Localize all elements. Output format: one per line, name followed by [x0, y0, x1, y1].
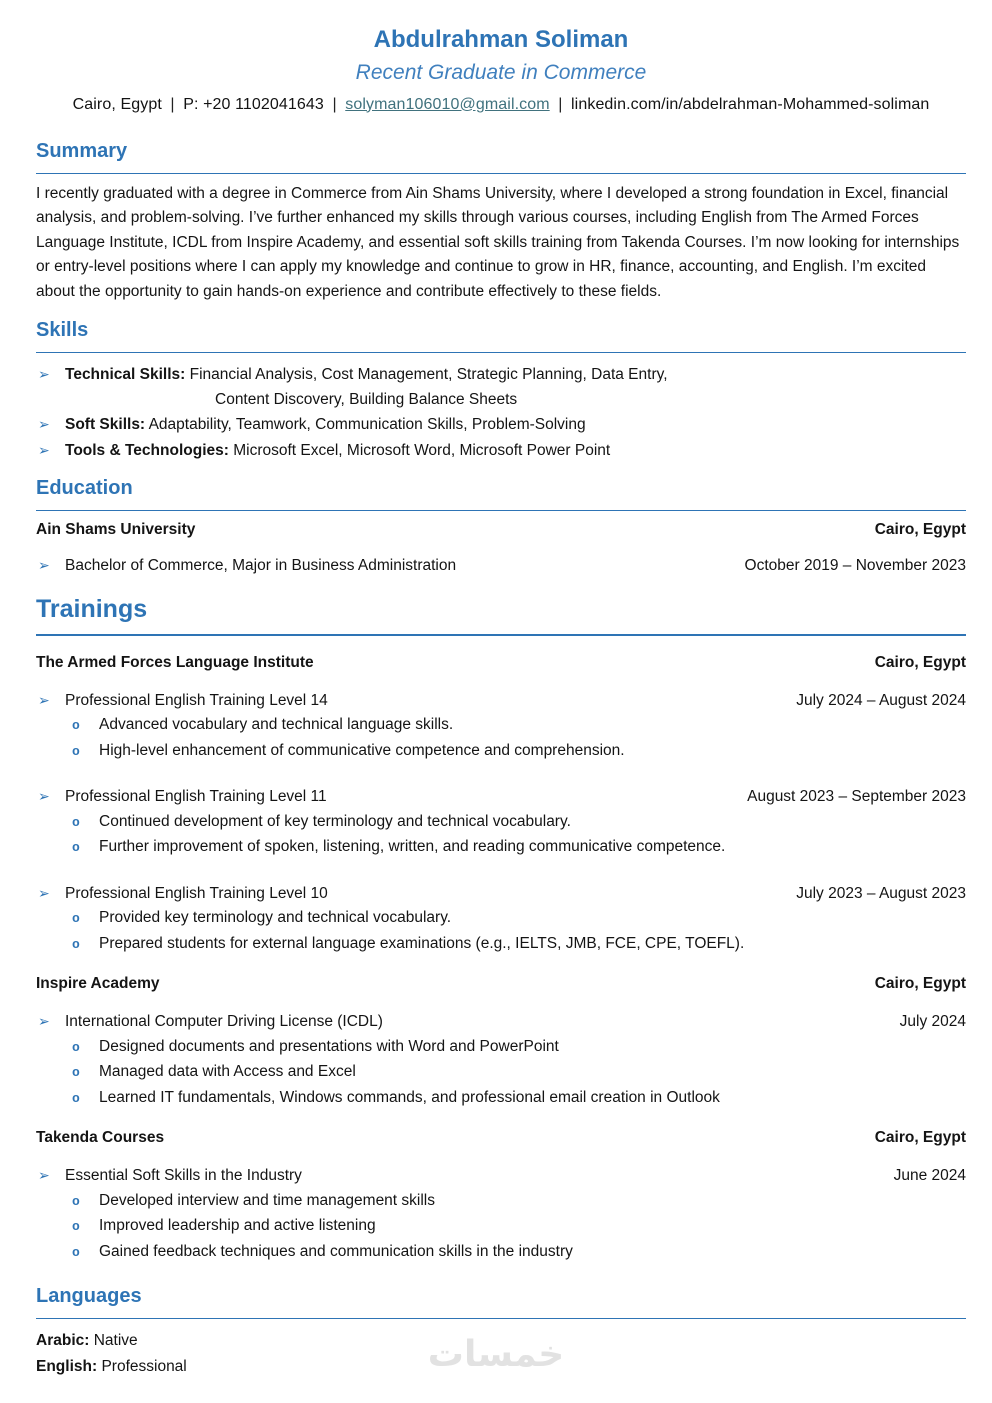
training-bullet [70, 1086, 966, 1112]
training-title-row [36, 1163, 966, 1189]
training-dates: July 2024 – August 2024 [796, 691, 966, 709]
training-title-content [65, 785, 966, 810]
training-dates: July 2023 – August 2023 [796, 884, 966, 902]
training-item [36, 688, 966, 765]
education-degree-row [36, 553, 966, 579]
training-title: Essential Soft Skills in the Industry [65, 1167, 302, 1185]
skill-label: Soft Skills: [65, 416, 146, 434]
arrow-bullet-icon: ➢ [38, 416, 50, 433]
org-name: The Armed Forces Language Institute [36, 653, 314, 671]
training-bullet-text: Advanced vocabulary and technical language skills. [99, 716, 454, 734]
arrow-bullet-icon: ➢ [38, 366, 50, 383]
circle-bullet-icon: o [72, 1065, 80, 1081]
training-bullet [70, 1214, 966, 1240]
circle-bullet-icon: o [72, 814, 80, 830]
skill-item-content [65, 413, 966, 438]
training-dates: July 2024 [899, 1013, 966, 1031]
circle-bullet-icon: o [72, 1244, 80, 1260]
language-label: Arabic: [36, 1332, 90, 1350]
training-title-content [65, 882, 966, 907]
training-bullet-text: Designed documents and presentations with Word and PowerPoint [99, 1037, 559, 1055]
training-title: International Computer Driving License (ICDL) [65, 1013, 383, 1031]
skill-item-tools [36, 438, 966, 464]
training-bullet-text: Continued development of key terminology and technical vocabulary. [99, 812, 571, 830]
separator: | [332, 95, 337, 113]
circle-bullet-icon: o [72, 840, 80, 856]
khamsat-watermark: خمسات [427, 1334, 565, 1375]
training-title: Professional English Training Level 11 [65, 788, 327, 806]
training-title: Professional English Training Level 14 [65, 691, 328, 709]
contact-linkedin: linkedin.com/in/abdelrahman-Mohammed-soliman [571, 95, 930, 113]
degree-content [65, 554, 966, 579]
arrow-bullet-icon: ➢ [38, 691, 50, 708]
contact-location: Cairo, Egypt [72, 95, 162, 113]
training-bullet [70, 906, 966, 932]
training-bullet [70, 1035, 966, 1061]
training-title-row [36, 688, 966, 714]
training-bullet [70, 835, 966, 861]
org-location: Cairo, Egypt [874, 1129, 966, 1147]
training-bullet-text: Gained feedback techniques and communication skills in the industry [99, 1242, 573, 1260]
separator: | [170, 95, 175, 113]
school-name: Ain Shams University [36, 521, 196, 539]
circle-bullet-icon: o [72, 936, 80, 952]
arrow-bullet-icon: ➢ [38, 884, 50, 901]
training-bullet [70, 739, 966, 765]
education-school-row [36, 521, 966, 539]
training-item [36, 1009, 966, 1111]
training-bullet [70, 1189, 966, 1215]
training-title-content [65, 1010, 966, 1035]
skill-text-line2: Content Discovery, Building Balance Sheets [215, 390, 518, 408]
training-bullet [70, 810, 966, 836]
separator: | [558, 95, 563, 113]
contact-phone: P: +20 1102041643 [183, 95, 324, 113]
language-label: English: [36, 1358, 98, 1376]
training-dates: June 2024 [893, 1167, 966, 1185]
summary-heading: Summary [36, 140, 966, 174]
training-title-row [36, 1009, 966, 1035]
training-bullet [70, 932, 966, 958]
training-bullet-text: Provided key terminology and technical vocabulary. [99, 909, 452, 927]
resume-header [36, 26, 966, 114]
skills-list [36, 362, 966, 463]
trainings-heading: Trainings [36, 595, 966, 636]
org-name: Inspire Academy [36, 975, 160, 993]
contact-line [36, 96, 966, 114]
training-bullet-text: Improved leadership and active listening [99, 1217, 376, 1235]
email-link[interactable]: solyman106010@gmail.com [345, 95, 550, 113]
arrow-bullet-icon: ➢ [38, 557, 50, 574]
language-value: Professional [101, 1358, 187, 1376]
skill-item-technical [36, 362, 966, 412]
arrow-bullet-icon: ➢ [38, 441, 50, 458]
training-title-row [36, 784, 966, 810]
training-bullet [70, 1240, 966, 1266]
arrow-bullet-icon: ➢ [38, 788, 50, 805]
circle-bullet-icon: o [72, 1039, 80, 1055]
skill-label: Technical Skills: [65, 366, 186, 384]
school-location: Cairo, Egypt [874, 521, 966, 539]
org-name: Takenda Courses [36, 1129, 165, 1147]
degree-title: Bachelor of Commerce, Major in Business Administration [65, 557, 457, 575]
languages-heading: Languages [36, 1285, 966, 1319]
training-title-row [36, 881, 966, 907]
skill-label: Tools & Technologies: [65, 441, 229, 459]
skills-heading: Skills [36, 319, 966, 353]
skill-text: Adaptability, Teamwork, Communication Skills, Problem-Solving [148, 416, 586, 434]
training-bullet-text: High-level enhancement of communicative competence and comprehension. [99, 741, 625, 759]
training-title-content [65, 689, 966, 714]
circle-bullet-icon: o [72, 1090, 80, 1106]
skill-item-soft [36, 412, 966, 438]
circle-bullet-icon: o [72, 718, 80, 734]
skill-text: Microsoft Excel, Microsoft Word, Microsoft Power Point [233, 441, 611, 459]
training-title-content [65, 1164, 966, 1189]
training-bullet [70, 1060, 966, 1086]
training-org-row [36, 975, 966, 993]
training-dates: August 2023 – September 2023 [747, 788, 966, 806]
circle-bullet-icon: o [72, 743, 80, 759]
language-value: Native [93, 1332, 138, 1350]
training-bullet-text: Prepared students for external language examinations (e.g., IELTS, JMB, FCE, CPE, TOEFL). [99, 934, 745, 952]
education-heading: Education [36, 477, 966, 511]
summary-text: I recently graduated with a degree in Commerce from Ain Shams University, where I developed a strong foundation in Excel, financial analysis, and problem-solving. I’ve further enhanced my skills through various courses, including English from The Armed Forces Language Institute, ICDL from Inspire Academy, and essential soft skills training from Takenda Courses. I’m now looking for internships or entry-level positions where I can apply my knowledge and continue to grow in HR, finance, accounting, and English. I’m excited about the opportunity to gain hands-on experience and contribute effectively to these fields. [36, 184, 960, 300]
org-location: Cairo, Egypt [874, 653, 966, 671]
training-bullet-text: Managed data with Access and Excel [99, 1063, 356, 1081]
training-item [36, 1163, 966, 1265]
training-bullet [70, 713, 966, 739]
arrow-bullet-icon: ➢ [38, 1013, 50, 1030]
candidate-name: Abdulrahman Soliman [373, 26, 629, 53]
candidate-title: Recent Graduate in Commerce [355, 60, 647, 84]
degree-dates: October 2019 – November 2023 [744, 557, 966, 575]
training-bullet-text: Further improvement of spoken, listening, written, and reading communicative competence. [99, 838, 726, 856]
circle-bullet-icon: o [72, 911, 80, 927]
circle-bullet-icon: o [72, 1193, 80, 1209]
training-title: Professional English Training Level 10 [65, 884, 328, 902]
training-item [36, 784, 966, 861]
skill-item-content [65, 363, 966, 412]
org-location: Cairo, Egypt [874, 975, 966, 993]
training-org-row [36, 654, 966, 672]
skill-item-content [65, 439, 966, 464]
training-bullet-text: Learned IT fundamentals, Windows commands, and professional email creation in Outlook [99, 1088, 720, 1106]
skill-text: Financial Analysis, Cost Management, Strategic Planning, Data Entry, [189, 366, 668, 384]
training-bullet-text: Developed interview and time management skills [99, 1191, 435, 1209]
training-org-row [36, 1129, 966, 1147]
arrow-bullet-icon: ➢ [38, 1167, 50, 1184]
training-item [36, 881, 966, 958]
circle-bullet-icon: o [72, 1219, 80, 1235]
